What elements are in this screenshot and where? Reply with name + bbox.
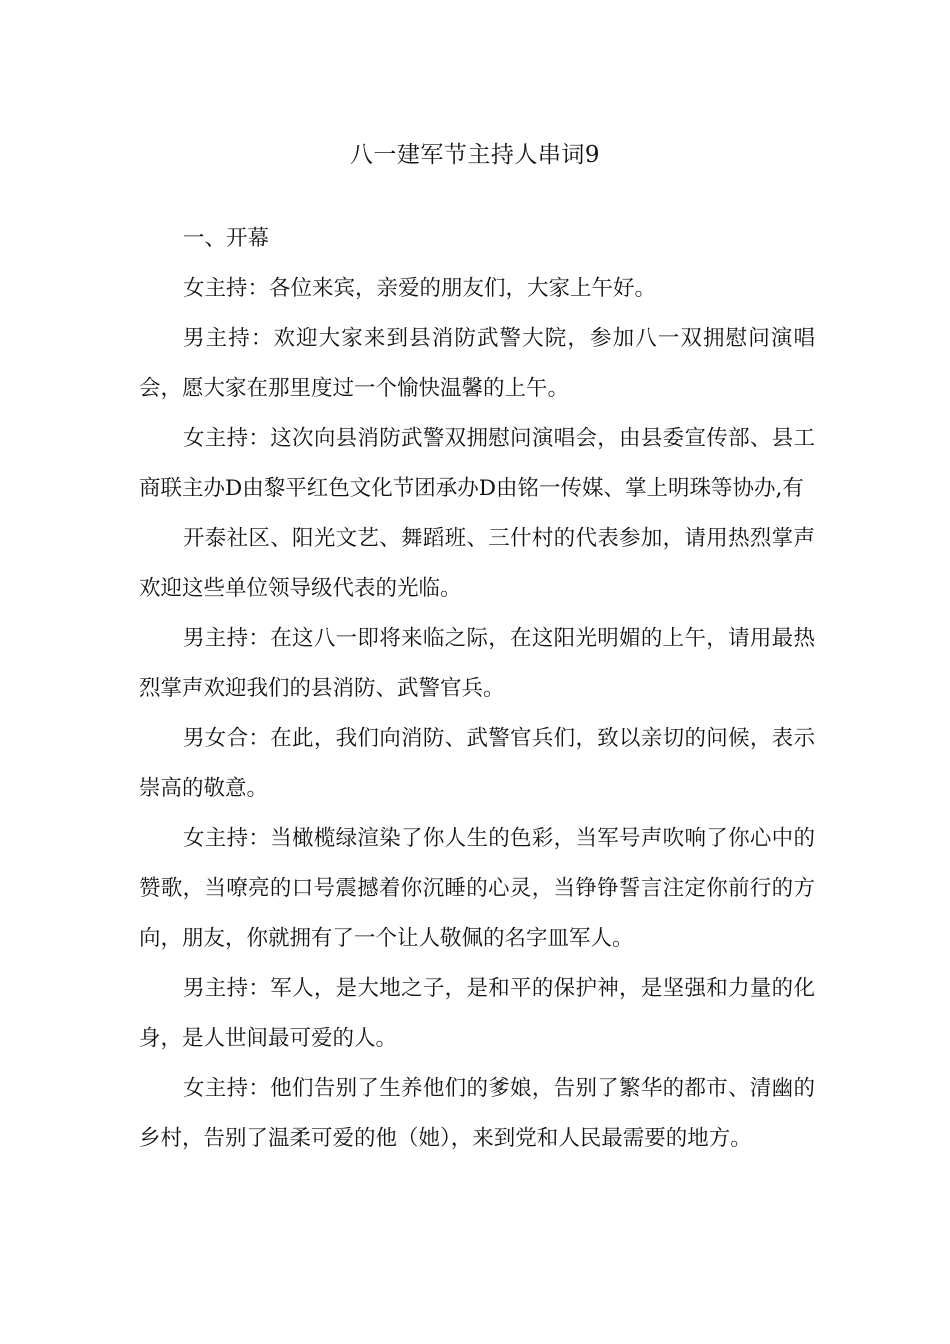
paragraph: 女主持：他们告别了生养他们的爹娘，告别了繁华的都市、清幽的乡村，告别了温柔可爱的他（她），来到党和人民最需要的地方。 bbox=[139, 1076, 815, 1151]
document-title: 八一建军节主持人串词9 bbox=[349, 142, 601, 168]
paragraph: 男主持：军人，是大地之子，是和平的保护神，是坚强和力量的化身，是人世间最可爱的人。 bbox=[139, 976, 815, 1051]
paragraph: 男女合：在此，我们向消防、武警官兵们，致以亲切的问候，表示崇高的敬意。 bbox=[139, 726, 815, 801]
paragraph: 女主持：这次向县消防武警双拥慰问演唱会，由县委宣传部、县工商联主办D由黎平红色文化节团承办D由铭一传媒、掌上明珠等协办,有 bbox=[139, 426, 815, 501]
paragraph: 女主持：当橄榄绿渲染了你人生的色彩，当军号声吹响了你心中的赞歌，当嘹亮的口号震撼着你沉睡的心灵，当铮铮誓言注定你前行的方向，朋友，你就拥有了一个让人敬佩的名字皿军人。 bbox=[139, 826, 815, 951]
document-body bbox=[139, 214, 815, 1164]
paragraph: 开泰社区、阳光文艺、舞蹈班、三什村的代表参加，请用热烈掌声欢迎这些单位领导级代表的光临。 bbox=[139, 526, 815, 601]
paragraph: 男主持：在这八一即将来临之际，在这阳光明媚的上午，请用最热烈掌声欢迎我们的县消防、武警官兵。 bbox=[139, 626, 815, 701]
section-heading-opening: 一、开幕 bbox=[183, 226, 270, 251]
paragraph: 女主持：各位来宾，亲爱的朋友们，大家上午好。 bbox=[183, 276, 657, 301]
paragraph: 男主持：欢迎大家来到县消防武警大院，参加八一双拥慰问演唱会，愿大家在那里度过一个愉快温馨的上午。 bbox=[139, 326, 815, 401]
